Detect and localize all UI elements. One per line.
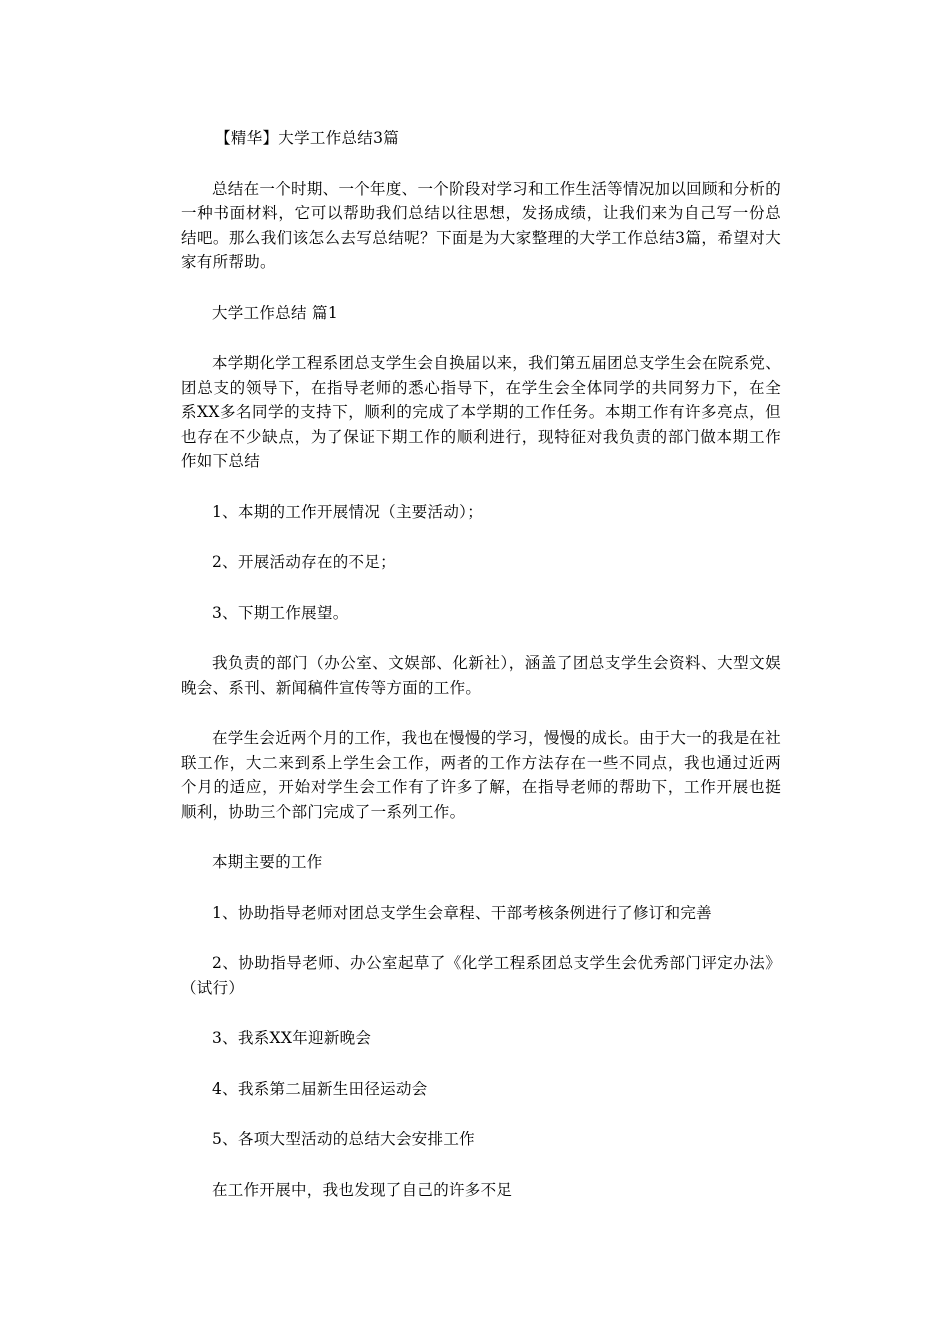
document-title: 【精华】大学工作总结3篇	[215, 129, 400, 147]
work-list-item: 2、协助指导老师、办公室起草了《化学工程系团总支学生会优秀部门评定办法》（试行）	[181, 954, 781, 997]
body-paragraph: 我负责的部门（办公室、文娱部、化新社），涵盖了团总支学生会资料、大型文娱晚会、系刊、新闻稿件宣传等方面的工作。	[181, 654, 781, 697]
work-list-item: 5、各项大型活动的总结大会安排工作	[212, 1130, 475, 1148]
body-paragraph: 在学生会近两个月的工作，我也在慢慢的学习，慢慢的成长。由于大一的我是在社联工作，大二来到系上学生会工作，两者的工作方法存在一些不同点，我也通过近两个月的适应，开始对学生会工作有了许多了解，在指导老师的帮助下，工作开展也挺顺利，协助三个部门完成了一系列工作。	[181, 729, 781, 821]
section-heading: 大学工作总结 篇1	[212, 303, 338, 322]
outline-item: 2、开展活动存在的不足；	[212, 553, 396, 571]
document-page	[181, 126, 781, 1202]
closing-paragraph: 在工作开展中，我也发现了自己的许多不足	[212, 1180, 513, 1199]
work-list-item: 4、我系第二届新生田径运动会	[212, 1079, 428, 1098]
outline-item: 1、本期的工作开展情况（主要活动）；	[212, 502, 484, 521]
subsection-heading: 本期主要的工作	[212, 853, 323, 871]
body-paragraph: 本学期化学工程系团总支学生会自换届以来，我们第五届团总支学生会在院系党、团总支的领导下，在指导老师的悉心指导下，在学生会全体同学的共同努力下，在全系XX多名同学的支持下，顺利的完成了本学期的工作任务。本期工作有许多亮点，但也存在不少缺点，为了保证下期工作的顺利进行，现特征对我负责的部门做本期工作作如下总结	[181, 354, 781, 470]
work-list-item: 1、协助指导老师对团总支学生会章程、干部考核条例进行了修订和完善	[212, 903, 712, 922]
work-list-item: 3、我系XX年迎新晚会	[212, 1029, 372, 1047]
outline-item: 3、下期工作展望。	[212, 603, 349, 622]
intro-paragraph: 总结在一个时期、一个年度、一个阶段对学习和工作生活等情况加以回顾和分析的一种书面材料，它可以帮助我们总结以往思想，发扬成绩，让我们来为自己写一份总结吧。那么我们该怎么去写总结呢？下面是为大家整理的大学工作总结3篇，希望对大家有所帮助。	[181, 179, 781, 271]
